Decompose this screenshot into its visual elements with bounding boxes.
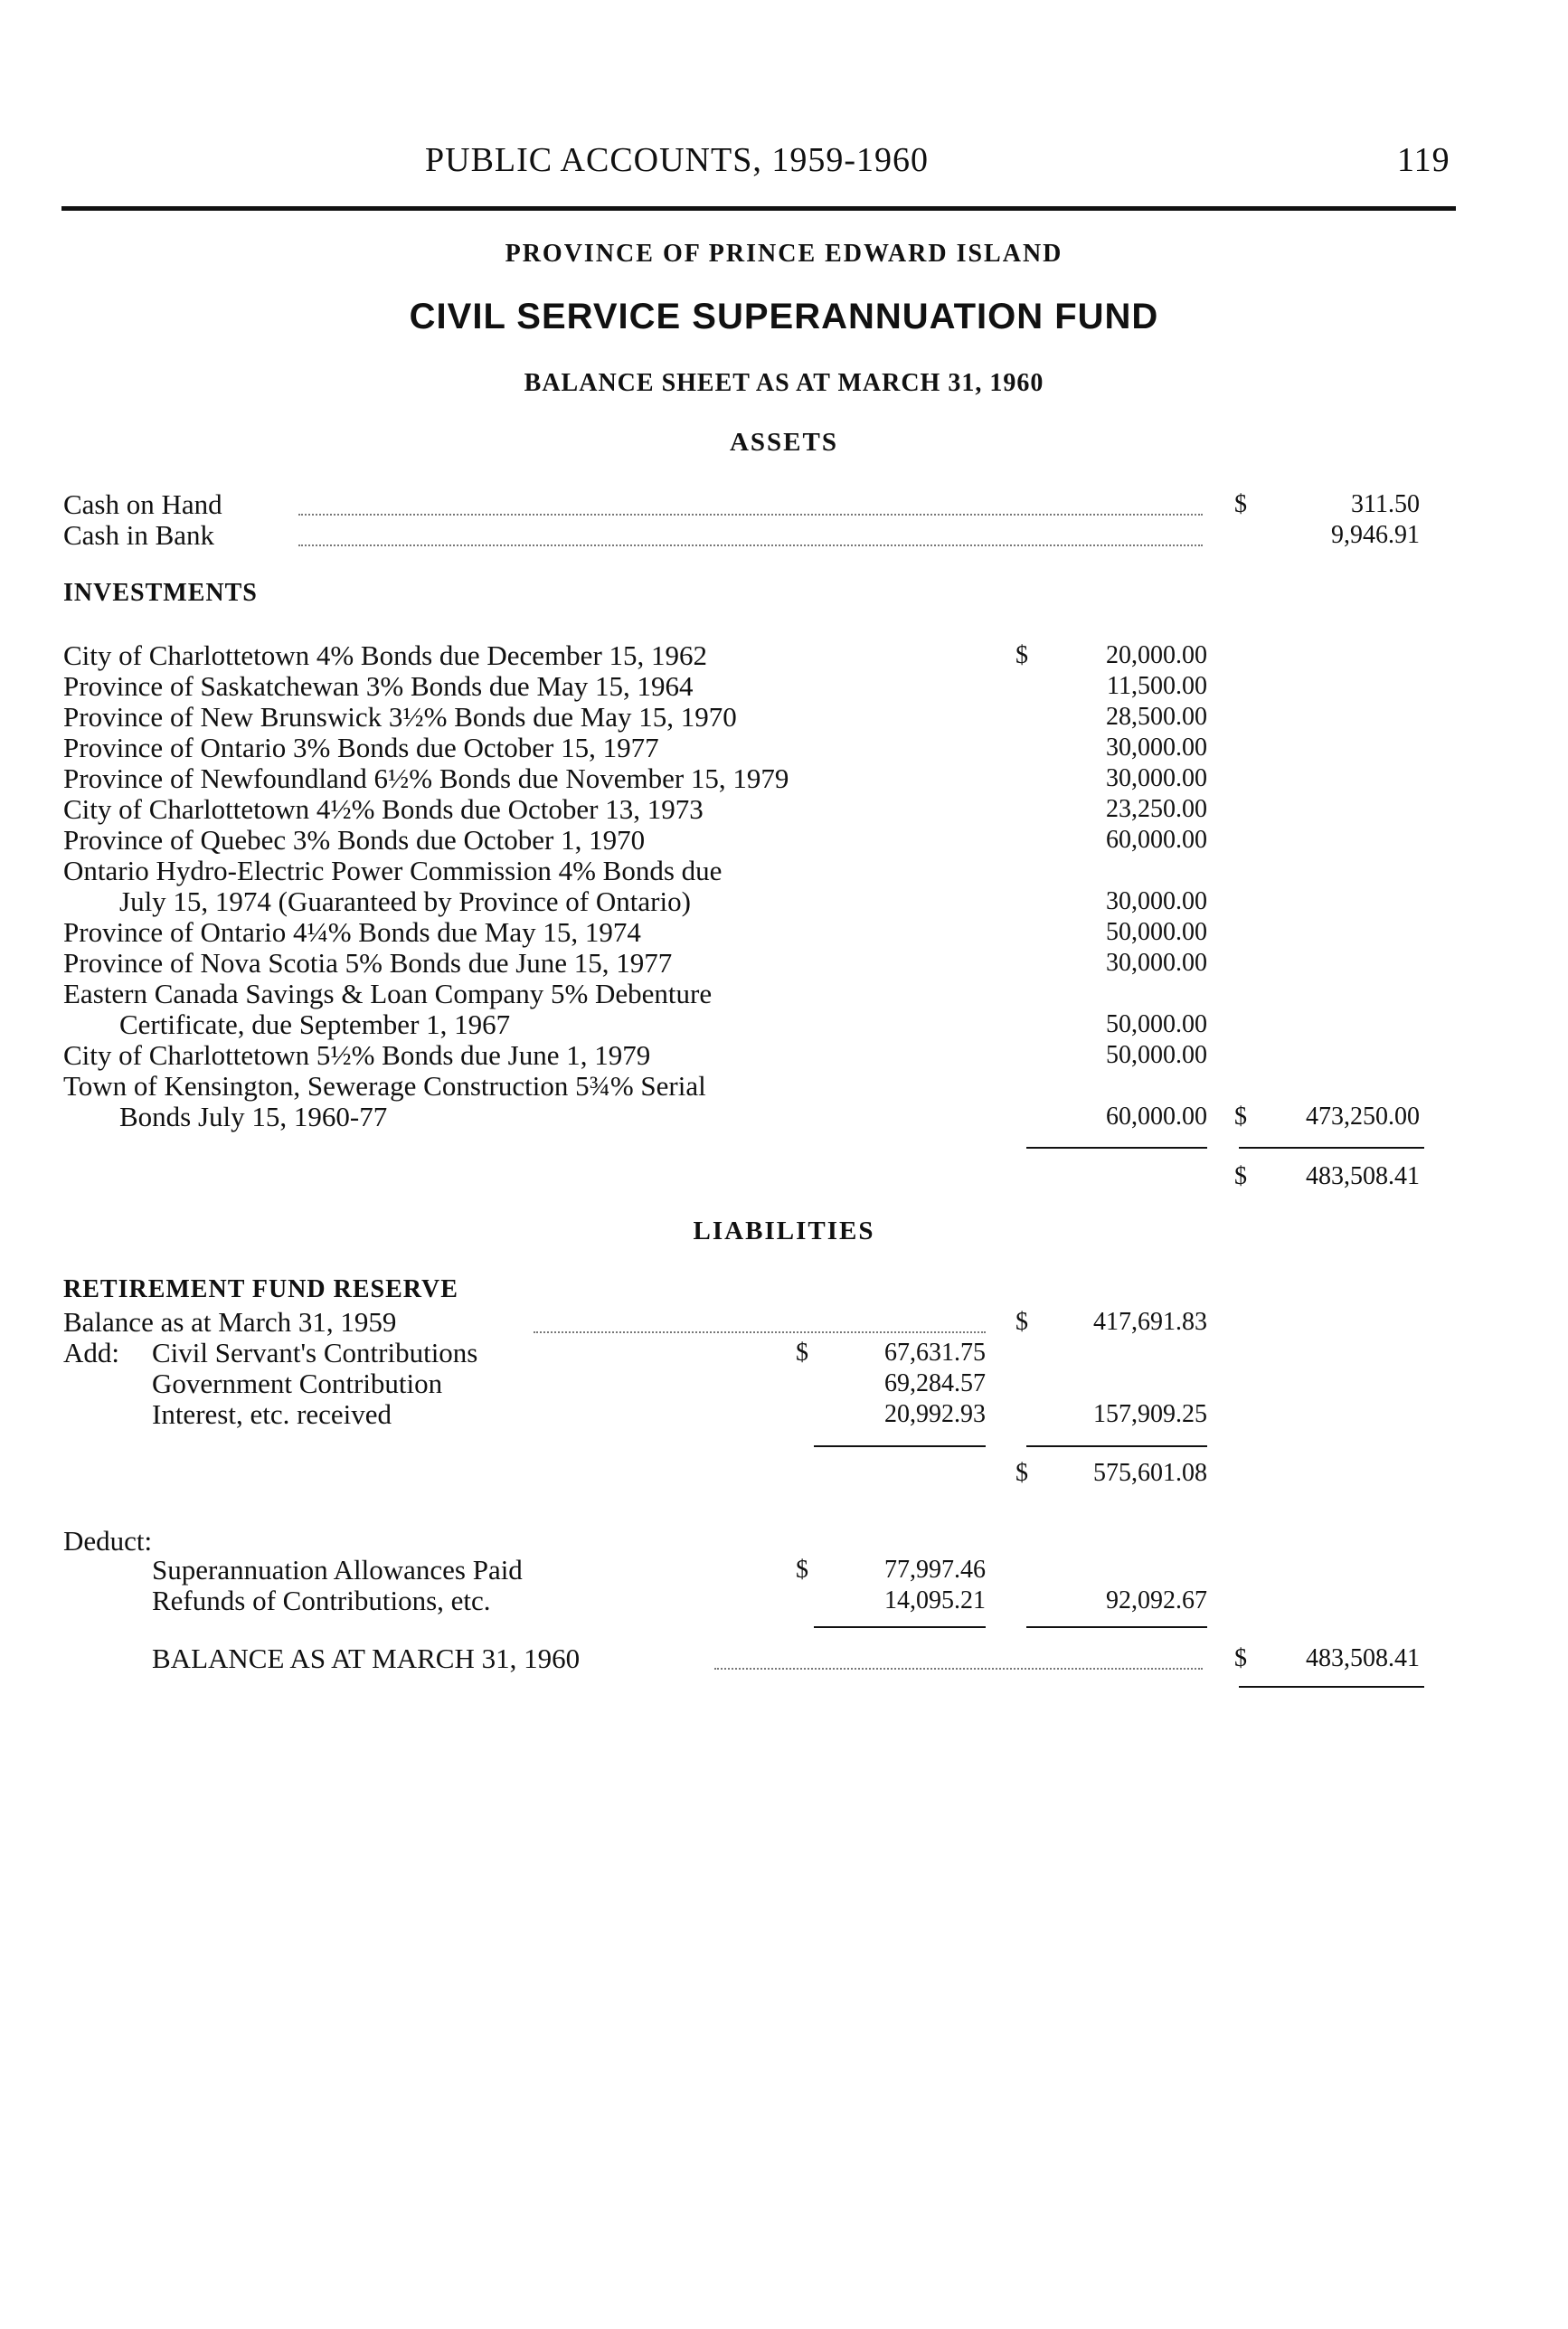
investment-label: Bonds July 15, 1960-77 — [119, 1101, 388, 1132]
subtotal-rule — [1026, 1147, 1207, 1149]
investment-label: Eastern Canada Savings & Loan Company 5% Debenture — [63, 978, 713, 1009]
investment-label: Province of New Brunswick 3½% Bonds due May 15, 1970 — [63, 701, 737, 733]
deduct-label: Deduct: — [63, 1525, 153, 1557]
cash-on-hand-label: Cash on Hand — [63, 488, 222, 520]
investment-value: 30,000.00 — [1106, 764, 1207, 792]
investment-label: Province of Ontario 3% Bonds due October 15, 1977 — [63, 732, 659, 763]
subtotal-value: 575,601.08 — [1093, 1459, 1207, 1487]
assets-title: ASSETS — [729, 428, 838, 457]
investment-value: 30,000.00 — [1106, 734, 1207, 762]
liabilities-title: LIABILITIES — [693, 1217, 875, 1245]
investment-value: 28,500.00 — [1106, 703, 1207, 731]
deduct-item-label: Superannuation Allowances Paid — [152, 1554, 523, 1586]
add-label: Add: — [63, 1337, 119, 1368]
cash-in-bank-label: Cash in Bank — [63, 519, 215, 551]
investment-value: 60,000.00 — [1106, 1103, 1207, 1131]
final-balance-label: BALANCE AS AT MARCH 31, 1960 — [152, 1643, 581, 1674]
dollar-sign: $ — [1234, 1644, 1247, 1672]
deduct-item-value: 77,997.46 — [884, 1556, 986, 1584]
investment-label: Certificate, due September 1, 1967 — [119, 1008, 511, 1040]
total-rule — [1239, 1686, 1424, 1688]
dollar-sign: $ — [1234, 1103, 1247, 1131]
cash-on-hand-value: 311.50 — [1351, 490, 1420, 518]
subtotal-rule — [1239, 1147, 1424, 1149]
investment-label: Province of Quebec 3% Bonds due October 1, 1970 — [63, 824, 646, 856]
investment-label: Province of Ontario 4¼% Bonds due May 15, 1974 — [63, 916, 641, 948]
investment-value: 60,000.00 — [1106, 826, 1207, 854]
leader-dots — [298, 514, 1203, 516]
fund-title: CIVIL SERVICE SUPERANNUATION FUND — [409, 297, 1159, 336]
dollar-sign: $ — [1015, 641, 1028, 669]
investment-value: 50,000.00 — [1106, 918, 1207, 946]
investment-label: City of Charlottetown 4% Bonds due December 15, 1962 — [63, 639, 708, 671]
statement-title: BALANCE SHEET AS AT MARCH 31, 1960 — [524, 369, 1044, 397]
investment-label: Province of Newfoundland 6½% Bonds due November 15, 1979 — [63, 762, 789, 794]
deduct-total: 92,092.67 — [1106, 1586, 1207, 1614]
investment-value: 11,500.00 — [1107, 672, 1207, 700]
add-item-label: Government Contribution — [152, 1368, 443, 1399]
investment-value: 20,000.00 — [1106, 641, 1207, 669]
add-total: 157,909.25 — [1093, 1400, 1207, 1428]
add-item-value: 67,631.75 — [884, 1339, 986, 1367]
page-number: 119 — [1397, 141, 1450, 179]
province-heading: PROVINCE OF PRINCE EDWARD ISLAND — [505, 240, 1063, 268]
running-title: PUBLIC ACCOUNTS, 1959-1960 — [425, 141, 929, 179]
deduct-item-value: 14,095.21 — [884, 1586, 986, 1614]
final-balance-value: 483,508.41 — [1306, 1644, 1420, 1672]
investment-value: 50,000.00 — [1106, 1010, 1207, 1038]
investment-value: 30,000.00 — [1106, 949, 1207, 977]
dollar-sign: $ — [1234, 490, 1247, 518]
dollar-sign: $ — [1015, 1459, 1028, 1487]
investment-label: Ontario Hydro-Electric Power Commission 4% Bonds due — [63, 855, 723, 886]
investment-label: Town of Kensington, Sewerage Construction 5¾% Serial — [63, 1070, 706, 1102]
dollar-sign: $ — [796, 1339, 808, 1367]
investments-title: INVESTMENTS — [63, 579, 258, 607]
add-item-value: 20,992.93 — [884, 1400, 986, 1428]
investment-label: City of Charlottetown 5½% Bonds due June 1, 1979 — [63, 1039, 651, 1071]
dollar-sign: $ — [1015, 1308, 1028, 1336]
subtotal-rule — [1026, 1626, 1207, 1628]
investment-label: July 15, 1974 (Guaranteed by Province of Ontario) — [119, 885, 691, 917]
dollar-sign: $ — [1234, 1162, 1247, 1190]
dollar-sign: $ — [796, 1556, 808, 1584]
assets-total: 483,508.41 — [1306, 1162, 1420, 1190]
add-item-label: Interest, etc. received — [152, 1398, 392, 1430]
subtotal-rule — [814, 1445, 986, 1447]
subtotal-rule — [814, 1626, 986, 1628]
investments-total: 473,250.00 — [1306, 1103, 1420, 1131]
subtotal-rule — [1026, 1445, 1207, 1447]
add-item-label: Civil Servant's Contributions — [152, 1337, 478, 1368]
reserve-title: RETIREMENT FUND RESERVE — [63, 1275, 458, 1303]
investment-label: Province of Saskatchewan 3% Bonds due May 15, 1964 — [63, 670, 694, 702]
investment-label: City of Charlottetown 4½% Bonds due October 13, 1973 — [63, 793, 704, 825]
header-rule — [61, 206, 1456, 211]
investment-value: 50,000.00 — [1106, 1041, 1207, 1069]
cash-in-bank-value: 9,946.91 — [1331, 521, 1420, 549]
deduct-item-label: Refunds of Contributions, etc. — [152, 1585, 491, 1616]
investment-label: Province of Nova Scotia 5% Bonds due June 15, 1977 — [63, 947, 673, 979]
leader-dots — [298, 544, 1203, 546]
leader-dots — [534, 1331, 986, 1333]
balance-value: 417,691.83 — [1093, 1308, 1207, 1336]
investment-value: 30,000.00 — [1106, 887, 1207, 915]
investment-value: 23,250.00 — [1106, 795, 1207, 823]
add-item-value: 69,284.57 — [884, 1369, 986, 1397]
balance-label: Balance as at March 31, 1959 — [63, 1306, 397, 1338]
leader-dots — [714, 1668, 1203, 1670]
